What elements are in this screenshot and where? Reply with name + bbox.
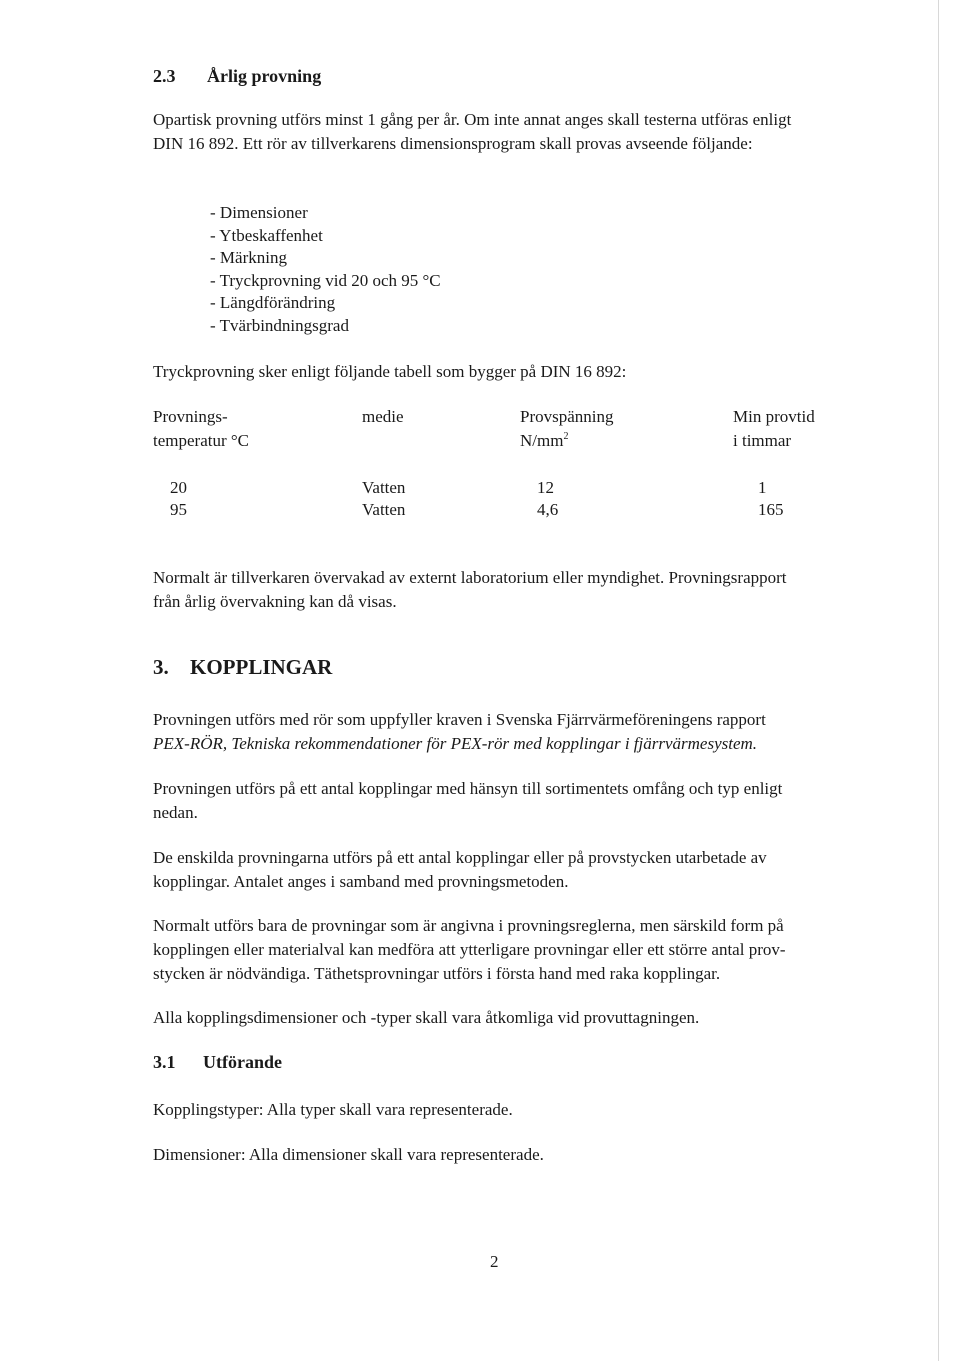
section-2-3-para-line-1: Opartisk provning utförs minst 1 gång per år. Om inte annat anges skall testerna utföras enligt — [153, 110, 792, 129]
table-cell: Vatten — [362, 500, 406, 519]
section-2-3-para-line-2: DIN 16 892. Ett rör av tillverkarens dimensionsprogram skall provas avseende följande: — [153, 134, 753, 153]
page-number: 2 — [490, 1252, 499, 1271]
scan-edge-line — [938, 0, 939, 1361]
list-item: - Längdförändring — [210, 293, 336, 312]
section-3-1-title: Utförande — [203, 1052, 282, 1072]
table-intro: Tryckprovning sker enligt följande tabell som bygger på DIN 16 892: — [153, 362, 627, 381]
section-3-p5: Alla kopplingsdimensioner och -typer skall vara åtkomliga vid provuttagningen. — [153, 1008, 700, 1027]
table-cell: 20 — [170, 478, 187, 497]
section-2-3-number: 2.3 — [153, 66, 176, 86]
list-item: - Ytbeskaffenhet — [210, 226, 323, 245]
header-temperature-line-1: Provnings- — [153, 407, 228, 426]
table-cell: Vatten — [362, 478, 406, 497]
header-temperature-line-2: temperatur °C — [153, 431, 250, 450]
note-line-2: från årlig övervakning kan då visas. — [153, 592, 397, 611]
section-3-p2-line-1: Provningen utförs på ett antal kopplingar med hänsyn till sortimentets omfång och typ enligt — [153, 779, 783, 798]
section-3-p3-line-1: De enskilda provningarna utförs på ett antal kopplingar eller på provstycken utarbetade av — [153, 848, 767, 867]
list-item: - Tvärbindningsgrad — [210, 316, 349, 335]
section-3-p4-line-2: kopplingen eller materialval kan medföra att ytterligare provningar eller ett större antal prov- — [153, 940, 786, 959]
list-item: - Märkning — [210, 248, 287, 267]
section-3-p4-line-3: stycken är nödvändiga. Täthetsprovningar utförs i första hand med raka kopplingar. — [153, 964, 721, 983]
section-3-1-number: 3.1 — [153, 1052, 176, 1072]
section-3-p1-line-2: PEX-RÖR, Tekniska rekommendationer för PEX-rör med kopplingar i fjärrvärmesystem. — [153, 734, 758, 753]
section-2-3-title: Årlig provning — [207, 66, 322, 86]
header-stress-line-2: $N/mm^2$ — [520, 431, 569, 450]
section-3-p2-line-2: nedan. — [153, 803, 198, 822]
header-time-line-1: Min provtid — [733, 407, 815, 426]
table-cell: 95 — [170, 500, 187, 519]
note-line-1: Normalt är tillverkaren övervakad av externt laboratorium eller myndighet. Provningsrapport — [153, 568, 787, 587]
section-3-p4-line-1: Normalt utförs bara de provningar som är angivna i provningsreglerna, men särskild form på — [153, 916, 784, 935]
header-time-line-2: i timmar — [733, 431, 792, 450]
table-cell: 12 — [537, 478, 554, 497]
section-3-p1-line-1: Provningen utförs med rör som uppfyller kraven i Svenska Fjärrvärmeföreningens rapport — [153, 710, 766, 729]
header-stress-line-1: Provspänning — [520, 407, 614, 426]
section-3-title: KOPPLINGAR — [190, 655, 333, 679]
table-cell: 4,6 — [537, 500, 559, 519]
header-medium: medie — [362, 407, 404, 426]
list-item: - Dimensioner — [210, 203, 308, 222]
section-3-number: 3. — [153, 655, 169, 679]
table-cell: 1 — [758, 478, 767, 497]
section-3-1-line-2: Dimensioner: Alla dimensioner skall vara representerade. — [153, 1145, 544, 1164]
list-item: - Tryckprovning vid 20 och 95 °C — [210, 271, 441, 290]
section-3-1-line-1: Kopplingstyper: Alla typer skall vara representerade. — [153, 1100, 513, 1119]
section-3-p3-line-2: kopplingar. Antalet anges i samband med provningsmetoden. — [153, 872, 569, 891]
header-stress-superscript: 2 — [563, 431, 569, 442]
table-cell: 165 — [758, 500, 784, 519]
